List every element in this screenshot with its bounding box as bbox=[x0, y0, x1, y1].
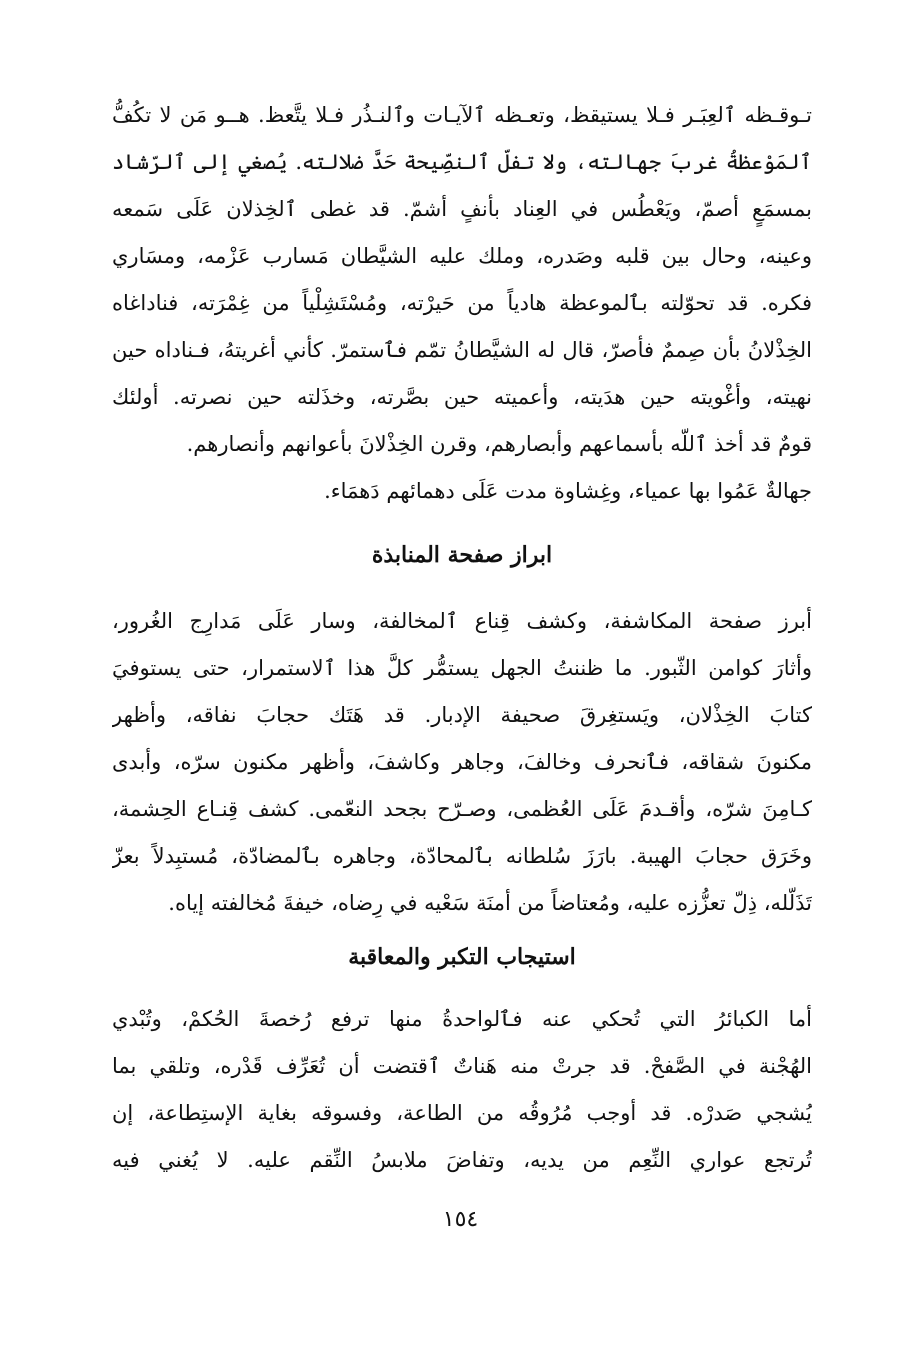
text-line: ٱلمَوْعظةُ غربَ جهالته، ولا تفلّ ٱلنصِّيحة حَدَّ ضلالته. يُصغي إلى ٱلرّشاد bbox=[112, 150, 812, 174]
section-heading-2: استيجاب التكبر والمعاقبة bbox=[348, 944, 576, 970]
text-line: وعينه، وحال بين قلبه وصَدره، وملك عليه الشيَّطان مَسارب عَزْمه، ومسَاري bbox=[112, 244, 812, 268]
text-line: وأثارَ كوامن الثّبور. ما ظننتُ الجهل يستمُّر كلَّ هذا ٱلاستمرار، حتى يستوفيَ bbox=[112, 656, 812, 680]
text-line: تُرتجع عواري النِّعِم من يديه، وتفاضَ ملابسُ النِّقم عليه. لا يُغني فيه bbox=[112, 1148, 812, 1172]
text-line: أبرز صفحة المكاشفة، وكشف قِناع ٱلمخالفة، وسار عَلَى مَدارِج الغُرور، bbox=[112, 609, 812, 633]
text-line: كـامِنَ شرّه، وأقـدمَ عَلَى العُظمى، وصـرّح بجحد النعّمى. كشف قِنـاع الحِشمة، bbox=[112, 797, 812, 821]
section-heading-1: ابراز صفحة المنابذة bbox=[371, 542, 553, 568]
text-line: تـوقـظه ٱلعِبَـر فـلا يستيقظ، وتعـظه ٱلآيـات وٱلنـذُر فـلا يتَّعظ. هــو مَن لا تكُفُّ bbox=[112, 103, 812, 127]
paragraph-3 bbox=[112, 996, 812, 1184]
text-line: يُشجي صَدرْه. قد أوجب مُرُوقُه من الطاعة، وفسوقه بغاية الإستِطاعة، إن bbox=[112, 1101, 812, 1125]
text-line: تَذَلّله، ذِلّ تعزُّزه عليه، ومُعتاضاً من أمنَة سَعْيه في رِضاه، خيفةَ مُخالفته إياه. bbox=[168, 891, 812, 915]
text-line: جهالةٌ عَمُوا بها عمياء، وغِشاوة مدت عَلَى دهمائهم دَهمَاء. bbox=[324, 479, 812, 503]
text-line: وخَرَق حجابَ الهيبة. بارَزَ سُلطانه بٱلمحادّة، وجاهره بٱلمضادّة، مُستبِدلاً بعزّ bbox=[112, 844, 812, 868]
text-line: أما الكبائرُ التي تُحكي عنه فٱلواحدةُ منها ترفع رُخصةَ الحُكمْ، وتُبْدي bbox=[112, 1007, 812, 1031]
text-line: الخِذْلانُ بأن صِممٌ فأصرّ، قال له الشيَّطانُ تمّم فٱستمرّ. كأني أغريتهُ، فـناداه حين bbox=[112, 338, 812, 362]
text-line: قومٌ قد أخذ ٱللّه بأسماعهم وأبصارهم، وقرن الخِذْلانَ بأعوانهم وأنصارهم. bbox=[186, 432, 812, 456]
text-line: بمسمَعٍ أصمّ، ويَعْطُس في العِناد بأنفٍ أشمّ. قد غطى ٱلخِذلان عَلَى سَمعه bbox=[112, 197, 812, 221]
text-line: الهُجْنة في الصَّفحْ. قد جرتْ منه هَناتٌ ٱقتضت أن تُعَرِّف قَدْره، وتلقي بما bbox=[112, 1054, 812, 1078]
text-line: مكنونَ شقاقه، فٱنحرف وخالفَ، وجاهر وكاشفَ، وأظهر مكنون سرّه، وأبدى bbox=[112, 750, 812, 774]
text-line: كتابَ الخِذْلان، ويَستغِرقَ صحيفة الإدبار. قد هَتَك حجابَ نفاقه، وأظهر bbox=[112, 703, 812, 727]
paragraph-2 bbox=[112, 598, 812, 927]
text-line: نهيته، وأغْويته حين هدَيته، وأعميته حين بصَّرته، وخذَلته حين نصرته. أولئك bbox=[112, 385, 812, 409]
paragraph-1 bbox=[112, 92, 812, 515]
page-number: ١٥٤ bbox=[442, 1207, 479, 1232]
text-line: فكره. قد تحوّلته بٱلموعظة هادياً من حَيرْته، ومُسْتَشِلْياً من غِمْرَته، فناداغاه bbox=[112, 291, 812, 315]
